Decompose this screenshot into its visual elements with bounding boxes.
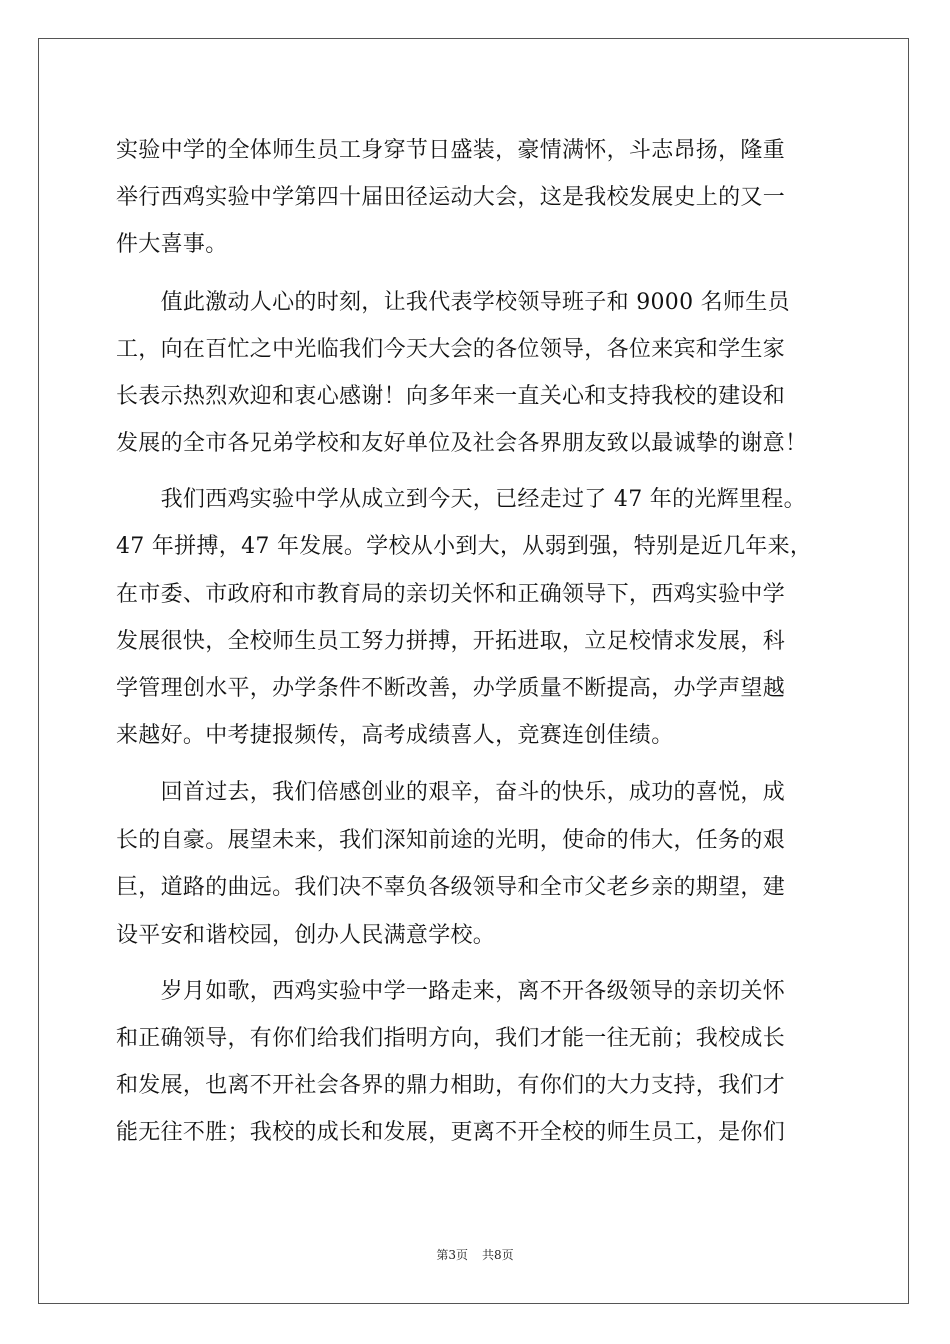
text-line: 47 年拼搏，47 年发展。学校从小到大，从弱到强，特别是近几年来，	[116, 534, 813, 559]
page-border	[38, 38, 909, 1304]
text-line: 长表示热烈欢迎和衷心感谢！向多年来一直关心和支持我校的建设和	[116, 384, 786, 409]
text-line: 实验中学的全体师生员工身穿节日盛装，豪情满怀，斗志昂扬，隆重	[116, 138, 786, 163]
text-line: 发展很快，全校师生员工努力拼搏，开拓进取，立足校情求发展，科	[116, 629, 786, 654]
page-footer	[0, 1247, 950, 1263]
text-line: 我们西鸡实验中学从成立到今天，已经走过了 47 年的光辉里程。	[116, 487, 806, 512]
text-line: 发展的全市各兄弟学校和友好单位及社会各界朋友致以最诚挚的谢意！	[116, 431, 808, 456]
text-line: 长的自豪。展望未来，我们深知前途的光明，使命的伟大，任务的艰	[116, 828, 786, 853]
text-line: 巨，道路的曲远。我们决不辜负各级领导和全市父老乡亲的期望，建	[116, 875, 786, 900]
text-line: 回首过去，我们倍感创业的艰辛，奋斗的快乐，成功的喜悦，成	[116, 780, 786, 805]
text-line: 来越好。中考捷报频传，高考成绩喜人，竞赛连创佳绩。	[116, 723, 674, 748]
text-line: 值此激动人心的时刻，让我代表学校领导班子和 9000 名师生员	[116, 290, 790, 315]
text-line: 工，向在百忙之中光临我们今天大会的各位领导，各位来宾和学生家	[116, 337, 786, 362]
page-total: 共8页	[482, 1248, 514, 1262]
text-line: 岁月如歌，西鸡实验中学一路走来，离不开各级领导的亲切关怀	[116, 979, 786, 1004]
page-number: 第3页	[436, 1248, 468, 1262]
text-line: 和正确领导，有你们给我们指明方向，我们才能一往无前；我校成长	[116, 1026, 786, 1051]
text-line: 学管理创水平，办学条件不断改善，办学质量不断提高，办学声望越	[116, 676, 786, 701]
text-line: 能无往不胜；我校的成长和发展，更离不开全校的师生员工，是你们	[116, 1120, 786, 1145]
text-line: 设平安和谐校园，创办人民满意学校。	[116, 923, 496, 948]
text-line: 在市委、市政府和市教育局的亲切关怀和正确领导下，西鸡实验中学	[116, 582, 786, 607]
text-line: 举行西鸡实验中学第四十届田径运动大会，这是我校发展史上的又一	[116, 185, 786, 210]
text-line: 和发展，也离不开社会各界的鼎力相助，有你们的大力支持，我们才	[116, 1073, 786, 1098]
text-line: 件大喜事。	[116, 232, 228, 257]
